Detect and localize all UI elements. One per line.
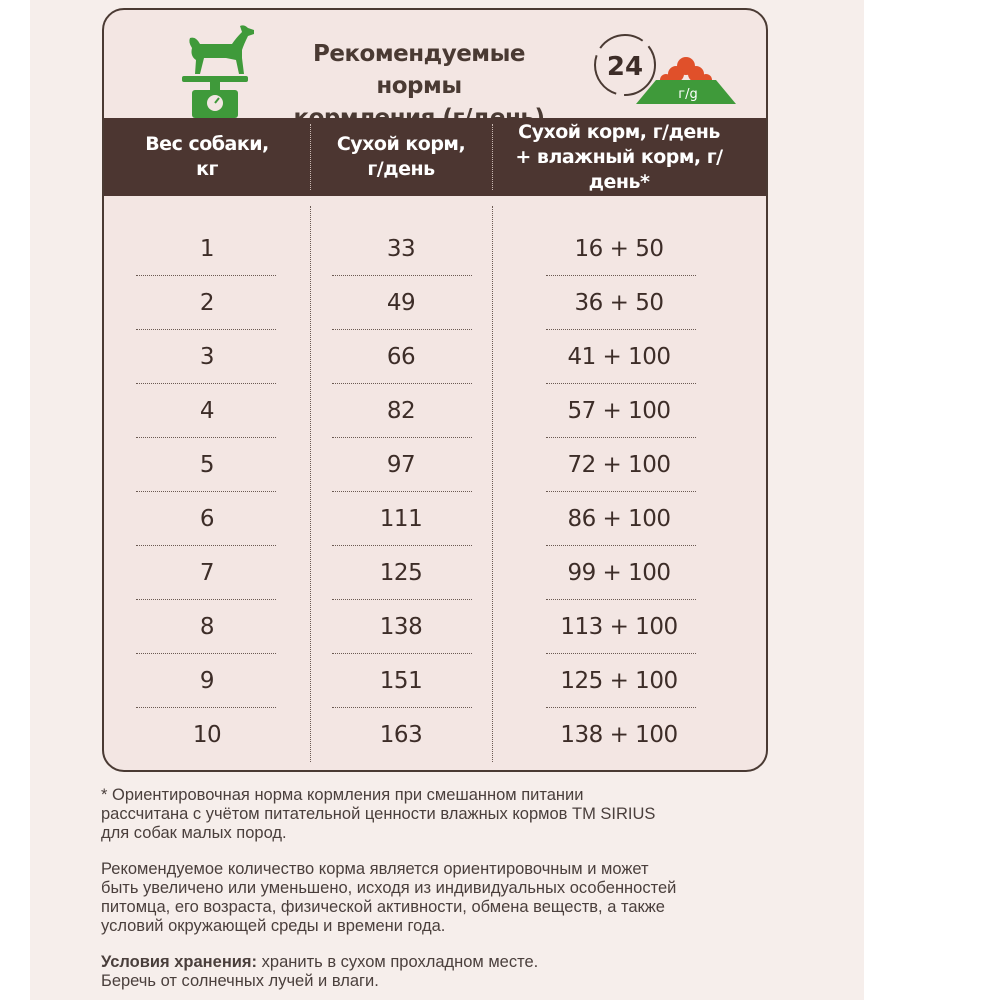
cell-dry: 111 (379, 506, 423, 532)
advice-paragraph (101, 860, 801, 936)
cell-mixed: 41 + 100 (567, 344, 671, 370)
storage-line-2: Беречь от солнечных лучей и влаги. (101, 972, 379, 990)
clock-text: 24 (606, 52, 644, 82)
cell-mixed: 16 + 50 (574, 236, 664, 262)
table-row (104, 654, 766, 708)
header-dry (310, 118, 492, 196)
table-row (104, 708, 766, 762)
cell-mixed: 113 + 100 (560, 614, 678, 640)
cell-mixed: 57 + 100 (567, 398, 671, 424)
footnote-line-3: для собак малых пород. (101, 824, 287, 842)
cell-mixed: 86 + 100 (567, 506, 671, 532)
footnote-line-2: рассчитана с учётом питательной ценности влажных кормов TM SIRIUS (101, 805, 656, 823)
feeding-table-card (102, 8, 768, 772)
cell-mixed: 72 + 100 (567, 452, 671, 478)
cell-dry: 163 (379, 722, 423, 748)
cell-weight: 8 (199, 614, 215, 640)
header-weight (104, 118, 310, 196)
table-header (104, 118, 766, 196)
cell-weight: 1 (199, 236, 215, 262)
bowl-text: г/g (678, 87, 698, 102)
table-row (104, 546, 766, 600)
cell-dry: 33 (386, 236, 416, 262)
advice-line-4: условий окружающей среды и времени года. (101, 917, 446, 935)
cell-weight: 3 (199, 344, 215, 370)
cell-mixed: 138 + 100 (560, 722, 678, 748)
title-line-1: Рекомендуемые нормы (312, 41, 526, 99)
cell-dry: 66 (386, 344, 416, 370)
footnote-line-1: * Ориентировочная норма кормления при смешанном питании (101, 786, 584, 804)
header-mixed-line-2: + влажный корм, г/день* (515, 145, 723, 193)
cell-dry: 138 (379, 614, 423, 640)
cell-dry: 97 (386, 452, 416, 478)
table-row (104, 330, 766, 384)
food-bowl-icon (636, 52, 736, 108)
cell-dry: 82 (386, 398, 416, 424)
table-row (104, 492, 766, 546)
cell-mixed: 36 + 50 (574, 290, 664, 316)
notes-section (101, 786, 801, 1008)
header-weight-line-2: кг (196, 158, 218, 180)
cell-dry: 125 (379, 560, 423, 586)
table-row (104, 600, 766, 654)
header-dry-line-1: Сухой корм, (336, 133, 466, 155)
cell-mixed: 99 + 100 (567, 560, 671, 586)
advice-line-1: Рекомендуемое количество корма является ориентировочным и может (101, 860, 649, 878)
cell-weight: 9 (199, 668, 215, 694)
advice-line-2: быть увеличено или уменьшено, исходя из индивидуальных особенностей (101, 879, 677, 897)
header-mixed (492, 118, 746, 196)
cell-mixed: 125 + 100 (560, 668, 678, 694)
table-row (104, 384, 766, 438)
header-dry-line-2: г/день (367, 158, 435, 180)
cell-weight: 4 (199, 398, 215, 424)
storage-paragraph (101, 953, 801, 991)
cell-weight: 7 (199, 560, 215, 586)
storage-label: Условия хранения: (101, 953, 258, 971)
cell-weight: 6 (199, 506, 215, 532)
footnote (101, 786, 801, 843)
cell-weight: 2 (199, 290, 215, 316)
dog-on-scale-icon (170, 18, 260, 118)
table-row (104, 438, 766, 492)
cell-weight: 10 (192, 722, 222, 748)
header-mixed-line-1: Сухой корм, г/день (518, 120, 720, 143)
cell-dry: 151 (379, 668, 423, 694)
table-row (104, 222, 766, 276)
cell-weight: 5 (199, 452, 215, 478)
storage-text: хранить в сухом прохладном месте. (257, 953, 539, 971)
header-weight-line-1: Вес собаки, (145, 133, 269, 155)
cell-dry: 49 (386, 290, 416, 316)
advice-line-3: питомца, его возраста, физической активности, обмена веществ, а также (101, 898, 665, 916)
table-row (104, 276, 766, 330)
